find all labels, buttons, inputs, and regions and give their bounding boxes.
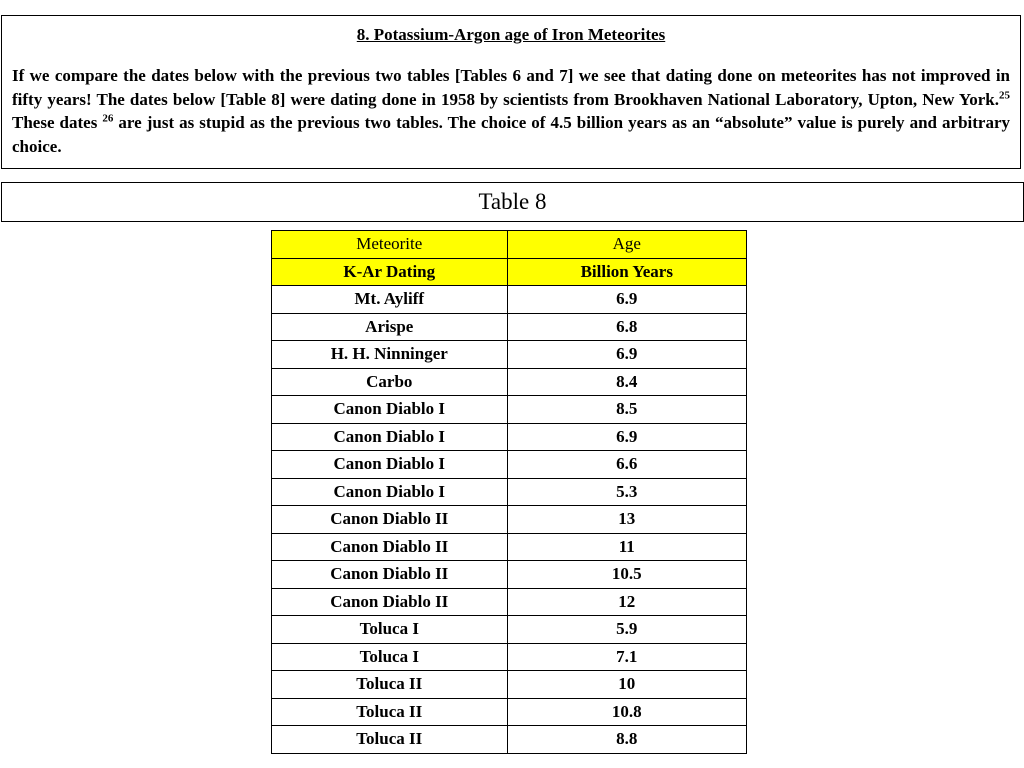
header-meteorite: Meteorite [272, 231, 508, 259]
paragraph-part-2: These dates [12, 113, 103, 132]
table-row [272, 726, 747, 754]
table-row [272, 616, 747, 644]
table-row [272, 588, 747, 616]
meteorite-name-cell: Mt. Ayliff [272, 286, 508, 314]
meteorite-name-cell: Canon Diablo II [272, 561, 508, 589]
age-value-cell: 6.9 [507, 341, 746, 369]
paragraph-part-3: are just as stupid as the previous two tables. The choice of 4.5 billion years as an “absolute” value is purely and arbitrary choice. [12, 113, 1010, 156]
table-row [272, 533, 747, 561]
table-row [272, 341, 747, 369]
table-row [272, 451, 747, 479]
table-row [272, 561, 747, 589]
table-row [272, 423, 747, 451]
header-k-ar-dating: K-Ar Dating [272, 258, 508, 286]
age-value-cell: 5.3 [507, 478, 746, 506]
meteorite-name-cell: Arispe [272, 313, 508, 341]
table-row [272, 313, 747, 341]
footnote-25: 25 [999, 88, 1010, 101]
meteorite-name-cell: Toluca I [272, 643, 508, 671]
table-row [272, 506, 747, 534]
table-row [272, 643, 747, 671]
section-heading: 8. Potassium-Argon age of Iron Meteorites [356, 25, 666, 44]
age-value-cell: 8.8 [507, 726, 746, 754]
table-row [272, 396, 747, 424]
age-value-cell: 6.8 [507, 313, 746, 341]
meteorite-name-cell: Toluca II [272, 726, 508, 754]
meteorite-age-table [271, 230, 747, 754]
meteorite-name-cell: Canon Diablo I [272, 478, 508, 506]
meteorite-name-cell: Toluca II [272, 671, 508, 699]
age-value-cell: 7.1 [507, 643, 746, 671]
age-value-cell: 11 [507, 533, 746, 561]
table-row [272, 286, 747, 314]
age-value-cell: 10.8 [507, 698, 746, 726]
meteorite-name-cell: Toluca I [272, 616, 508, 644]
age-value-cell: 8.4 [507, 368, 746, 396]
age-value-cell: 6.6 [507, 451, 746, 479]
age-value-cell: 6.9 [507, 423, 746, 451]
age-value-cell: 10 [507, 671, 746, 699]
age-value-cell: 13 [507, 506, 746, 534]
header-row-1 [272, 231, 747, 259]
table-body [272, 286, 747, 754]
meteorite-name-cell: Canon Diablo I [272, 451, 508, 479]
meteorite-name-cell: Canon Diablo I [272, 423, 508, 451]
header-age: Age [507, 231, 746, 259]
header-row-2 [272, 258, 747, 286]
paragraph-part-1: If we compare the dates below with the previous two tables [Tables 6 and 7] we see that dating done on meteorites has not improved in fifty years! The dates below [Table 8] were dating done in 1958 by scientists from Brookhaven National Laboratory, Upton, New York. [12, 66, 1010, 109]
table-title: Table 8 [1, 182, 1024, 222]
age-value-cell: 10.5 [507, 561, 746, 589]
meteorite-name-cell: H. H. Ninninger [272, 341, 508, 369]
intro-text-box [1, 15, 1021, 169]
age-value-cell: 5.9 [507, 616, 746, 644]
table-row [272, 671, 747, 699]
intro-paragraph [12, 64, 1010, 158]
meteorite-name-cell: Canon Diablo I [272, 396, 508, 424]
meteorite-name-cell: Canon Diablo II [272, 506, 508, 534]
meteorite-name-cell: Carbo [272, 368, 508, 396]
meteorite-name-cell: Canon Diablo II [272, 588, 508, 616]
meteorite-name-cell: Canon Diablo II [272, 533, 508, 561]
header-billion-years: Billion Years [507, 258, 746, 286]
table-row [272, 698, 747, 726]
age-value-cell: 6.9 [507, 286, 746, 314]
meteorite-name-cell: Toluca II [272, 698, 508, 726]
table-row [272, 368, 747, 396]
age-value-cell: 8.5 [507, 396, 746, 424]
footnote-26: 26 [102, 112, 114, 125]
age-value-cell: 12 [507, 588, 746, 616]
table-row [272, 478, 747, 506]
